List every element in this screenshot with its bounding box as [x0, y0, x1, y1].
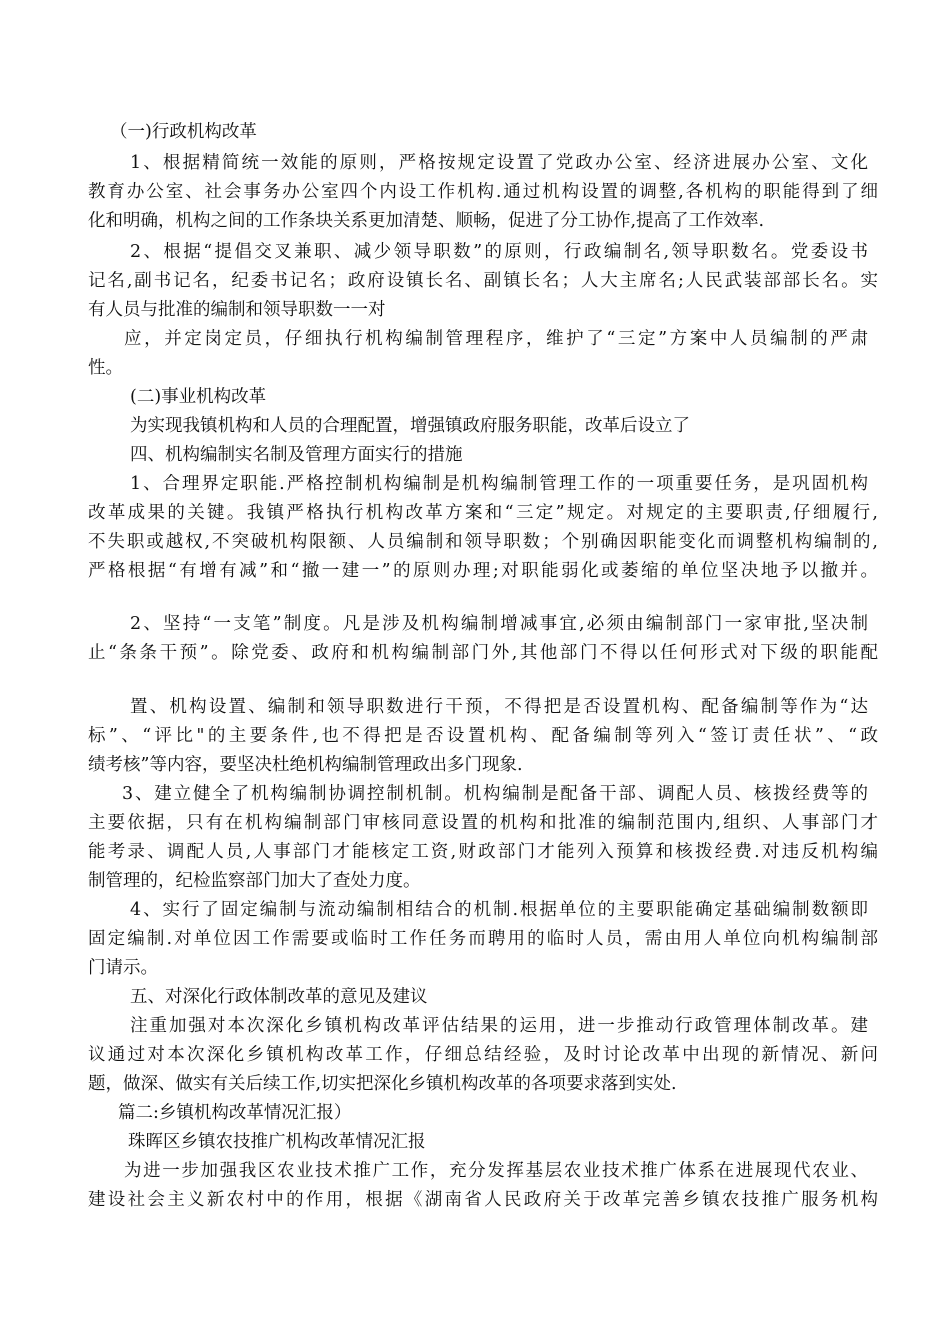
paragraph-line: 2、根据“提倡交叉兼职、减少领导职数”的原则，行政编制名,领导职数名。党委设书	[130, 242, 868, 262]
paragraph-line: 记名,副书记名，纪委书记名；政府设镇长名、副镇长名；人大主席名;人民武装部部长名。实	[88, 271, 878, 291]
paragraph-line: 绩考核”等内容，要坚决杜绝机构编制管理政出多门现象.	[88, 755, 523, 775]
paragraph-line: 议通过对本次深化乡镇机构改革工作，仔细总结经验，及时讨论改革中出现的新情况、新问	[88, 1045, 878, 1065]
paragraph-line: 固定编制.对单位因工作需要或临时工作任务而聘用的临时人员，需由用人单位向机构编制部	[88, 929, 878, 949]
paragraph-line: 题，做深、做实有关后续工作,切实把深化乡镇机构改革的各项要求落到实处.	[88, 1074, 677, 1094]
paragraph-line: 置、机构设置、编制和领导职数进行干预，不得把是否设置机构、配备编制等作为“达	[130, 697, 868, 717]
paragraph-line: 不失职或越权,不突破机构限额、人员编制和领导职数；个别确因职能变化而调整机构编制的,	[88, 532, 878, 552]
paragraph-line: 建设社会主义新农村中的作用，根据《湖南省人民政府关于改革完善乡镇农技推广服务机构	[88, 1190, 878, 1210]
paragraph-line: 制管理的，纪检监察部门加大了查处力度。	[88, 871, 421, 891]
paragraph-line: 门请示。	[88, 958, 158, 978]
paragraph-line: 1、合理界定职能.严格控制机构编制是机构编制管理工作的一项重要任务，是巩固机构	[130, 474, 868, 494]
paragraph-line: 化和明确，机构之间的工作条块关系更加清楚、顺畅，促进了分工协作,提高了工作效率.	[88, 211, 765, 231]
paragraph-line: 应，并定岗定员，仔细执行机构编制管理程序，维护了“三定”方案中人员编制的严肃	[124, 329, 868, 349]
section-heading-suggestions: 五、对深化行政体制改革的意见及建议	[130, 987, 428, 1007]
paragraph-line: 4、实行了固定编制与流动编制相结合的机制.根据单位的主要职能确定基础编制数额即	[130, 900, 868, 920]
paragraph-line: 注重加强对本次深化乡镇机构改革评估结果的运用，进一步推动行政管理体制改革。建	[130, 1016, 868, 1036]
section-heading-measures: 四、机构编制实名制及管理方面实行的措施	[130, 445, 463, 465]
paragraph-line: 标”、“评比"的主要条件,也不得把是否设置机构、配备编制等列入“签订责任状”、“政	[88, 726, 878, 746]
report-title: 珠晖区乡镇农技推广机构改革情况汇报	[128, 1132, 426, 1152]
paragraph-line: 为进一步加强我区农业技术推广工作，充分发挥基层农业技术推广体系在进展现代农业、	[124, 1161, 868, 1181]
section-heading-institution-reform: (二)事业机构改革	[130, 387, 267, 407]
paragraph-line: 止“条条干预”。除党委、政府和机构编制部门外,其他部门不得以任何形式对下级的职能配	[88, 643, 878, 663]
paragraph-line: 严格根据“有增有减”和“撤一建一”的原则办理;对职能弱化或萎缩的单位坚决地予以撤并。	[88, 561, 878, 581]
paragraph-line: 性。	[88, 358, 123, 378]
paragraph-line: 1、根据精简统一效能的原则，严格按规定设置了党政办公室、经济进展办公室、文化	[130, 153, 868, 173]
paragraph-line: 3、建立健全了机构编制协调控制机制。机构编制是配备干部、调配人员、核拨经费等的	[122, 784, 868, 804]
paragraph-line: 主要依据，只有在机构编制部门审核同意设置的机构和批准的编制范围内,组织、人事部门才	[88, 813, 878, 833]
section-heading-admin-reform: （一)行政机构改革	[110, 122, 257, 142]
paragraph-line: 改革成果的关键。我镇严格执行机构改革方案和“三定”规定。对规定的主要职责,仔细履行,	[88, 503, 878, 523]
paragraph-line: 2、坚持“一支笔”制度。凡是涉及机构编制增减事宜,必须由编制部门一家审批,坚决制	[130, 614, 868, 634]
article-heading-part-two: 篇二:乡镇机构改革情况汇报）	[118, 1103, 352, 1123]
paragraph-line: 有人员与批准的编制和领导职数一一对	[88, 300, 386, 320]
paragraph-line: 教育办公室、社会事务办公室四个内设工作机构.通过机构设置的调整,各机构的职能得到了细	[88, 182, 878, 202]
paragraph-line: 为实现我镇机构和人员的合理配置，增强镇政府服务职能，改革后设立了	[130, 416, 690, 436]
paragraph-line: 能考录、调配人员,人事部门才能核定工资,财政部门才能列入预算和核拨经费.对违反机构编	[88, 842, 878, 862]
